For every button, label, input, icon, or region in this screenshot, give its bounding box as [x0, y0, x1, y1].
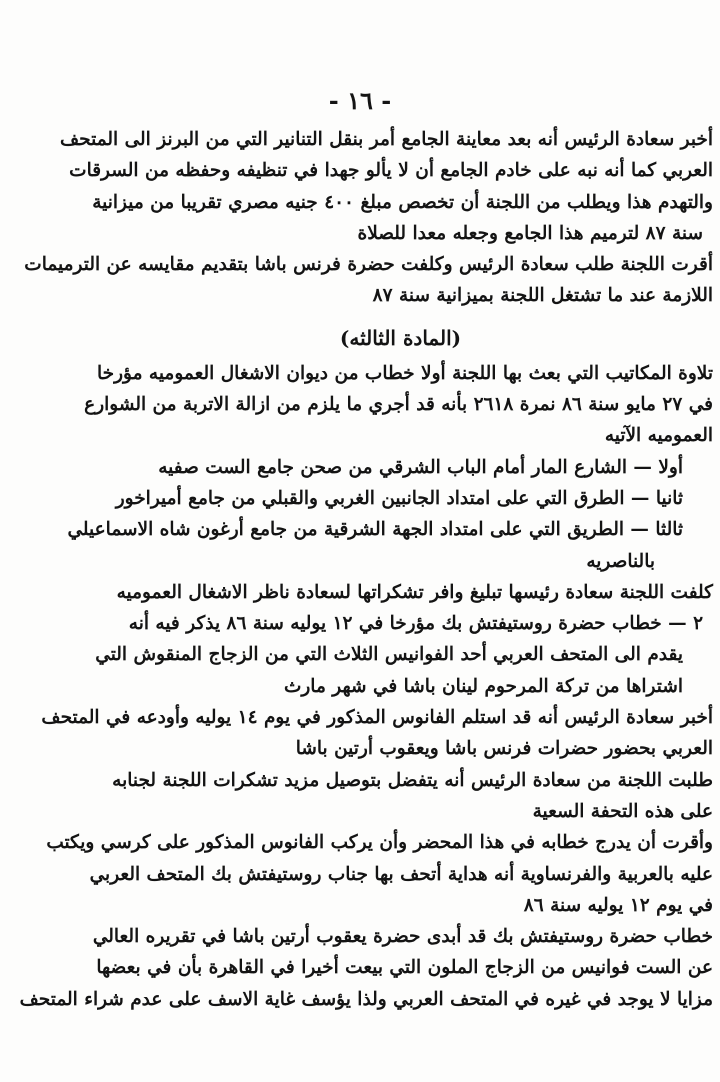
text-line: كلفت اللجنة سعادة رئيسها تبليغ وافر تشكراتها لسعادة ناظر الاشغال العموميه [116, 581, 713, 603]
text-line: خطاب حضرة روستيفتش بك قد أبدى حضرة يعقوب أرتين باشا في تقريره العالي [92, 926, 713, 948]
text-line: أخبر سعادة الرئيس أنه قد استلم الفانوس المذكور في يوم ١٤ يوليه وأودعه في المتحف [41, 707, 713, 729]
list-item: ثانيا — الطرق التي على امتداد الجانبين الغربي والقبلي من جامع أميراخور [115, 487, 683, 509]
text-line: ٢ — خطاب حضرة روستيفتش بك مؤرخا في ١٢ يوليه سنة ٨٦ يذكر فيه أنه [128, 613, 703, 635]
text-line: العربي كما أنه نبه على خادم الجامع أن لا يألو جهدا في تنظيفه وحفظه من السرقات [69, 160, 713, 182]
text-line: عن الست فوانيس من الزجاج الملون التي بيعت أخيرا في القاهرة بأن في بعضها [96, 957, 713, 979]
text-line: على هذه التحفة السعية [532, 800, 713, 822]
text-line: أقرت اللجنة طلب سعادة الرئيس وكلفت حضرة فرنس باشا بتقديم مقايسه عن الترميمات [24, 254, 713, 276]
text-line: العموميه الآتيه [604, 425, 713, 447]
text-line: مزايا لا يوجد في غيره في المتحف العربي ولذا يؤسف غاية الاسف على عدم شراء المتحف [19, 988, 713, 1010]
text-line: عليه بالعربية والفرنساوية أنه هداية أتحف بها جناب روستيفتش بك المتحف العربي [89, 863, 713, 885]
list-item: ثالثا — الطريق التي على امتداد الجهة الشرقية من جامع أرغون شاه الاسماعيلي [67, 519, 683, 541]
document-body [19, 124, 713, 1015]
text-line: سنة ٨٧ لترميم هذا الجامع وجعله معدا للصلاة [357, 222, 703, 244]
text-line: في ٢٧ مايو سنة ٨٦ نمرة ٢٦١٨ بأنه قد أجري ما يلزم من ازالة الاتربة من الشوارع [84, 394, 713, 416]
text-line: اشتراها من تركة المرحوم لينان باشا في شهر مارث [283, 675, 683, 697]
text-line: تلاوة المكاتيب التي بعث بها اللجنة أولا خطاب من ديوان الاشغال العموميه مؤرخا [97, 362, 713, 384]
text-line: والتهدم هذا ويطلب من اللجنة أن تخصص مبلغ ٤٠٠ جنيه مصري تقريبا من ميزانية [92, 191, 713, 213]
text-line: طلبت اللجنة من سعادة الرئيس أنه يتفضل بتوصيل مزيد تشكرات اللجنة لجنابه [112, 769, 713, 791]
text-line: في يوم ١٢ يوليه سنة ٨٦ [523, 894, 713, 916]
text-line: أخبر سعادة الرئيس أنه بعد معاينة الجامع أمر بنقل التنانير التي من البرنز الى المتحف [60, 129, 713, 150]
text-line: وأقرت أن يدرج خطابه في هذا المحضر وأن يركب الفانوس المذكور على كرسي ويكتب [46, 832, 713, 854]
page-number: - ١٦ - [328, 86, 392, 115]
list-item: أولا — الشارع المار أمام الباب الشرقي من صحن جامع الست صفيه [158, 456, 683, 478]
text-line: يقدم الى المتحف العربي أحد الفوانيس الثلاث التي من الزجاج المنقوش التي [95, 644, 683, 666]
text-line: العربي بحضور حضرات فرنس باشا ويعقوب أرتين باشا [295, 738, 713, 760]
section-heading: (المادة الثالثه) [339, 325, 462, 350]
text-line: اللازمة عند ما تشتغل اللجنة بميزانية سنة ٨٧ [372, 285, 713, 307]
text-line: بالناصريه [586, 550, 655, 572]
